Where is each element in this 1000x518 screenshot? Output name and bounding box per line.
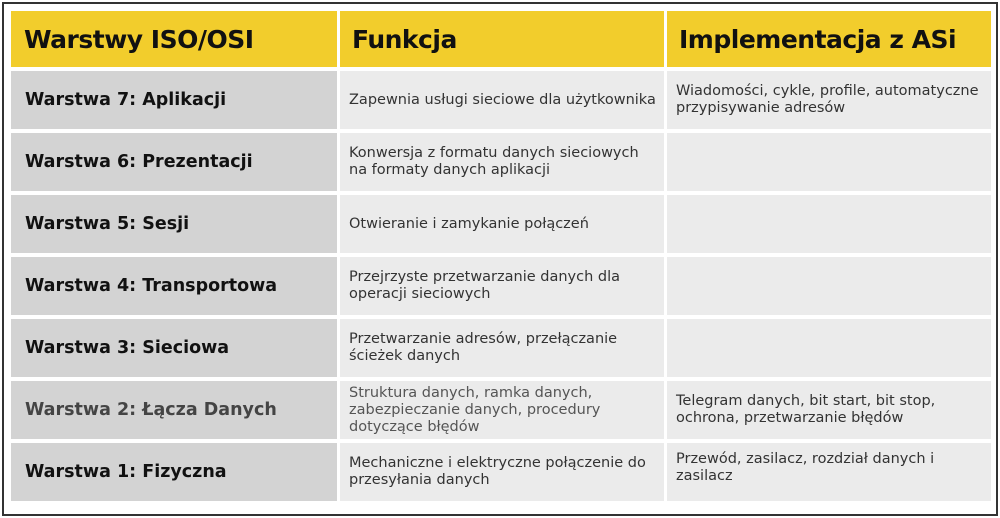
layer-6-function: Konwersja z formatu danych sieciowych na formaty danych aplikacji bbox=[340, 133, 664, 191]
osi-table bbox=[11, 11, 991, 501]
layer-2-function: Struktura danych, ramka danych, zabezpieczanie danych, procedury dotyczące błędów bbox=[340, 381, 664, 439]
layer-6-name: Warstwa 6: Prezentacji bbox=[11, 133, 337, 191]
layer-1-implementation: Przewód, zasilacz, rozdział danych i zasilacz bbox=[667, 443, 991, 501]
header-function: Funkcja bbox=[340, 11, 664, 67]
layer-1-function: Mechaniczne i elektryczne połączenie do przesyłania danych bbox=[340, 443, 664, 501]
layer-7-function: Zapewnia usługi sieciowe dla użytkownika bbox=[340, 71, 664, 129]
layer-3-function: Przetwarzanie adresów, przełączanie ścieżek danych bbox=[340, 319, 664, 377]
layer-4-function: Przejrzyste przetwarzanie danych dla operacji sieciowych bbox=[340, 257, 664, 315]
layer-4-name: Warstwa 4: Transportowa bbox=[11, 257, 337, 315]
layer-7-name: Warstwa 7: Aplikacji bbox=[11, 71, 337, 129]
layer-7-implementation: Wiadomości, cykle, profile, automatyczne przypisywanie adresów bbox=[667, 71, 991, 129]
layer-3-name: Warstwa 3: Sieciowa bbox=[11, 319, 337, 377]
layer-1-name: Warstwa 1: Fizyczna bbox=[11, 443, 337, 501]
layer-2-implementation: Telegram danych, bit start, bit stop, ochrona, przetwarzanie błędów bbox=[667, 381, 991, 439]
layer-2-name: Warstwa 2: Łącza Danych bbox=[11, 381, 337, 439]
layer-3-implementation bbox=[667, 319, 991, 377]
layer-4-implementation bbox=[667, 257, 991, 315]
header-implementation: Implementacja z ASi bbox=[667, 11, 991, 67]
layer-5-implementation bbox=[667, 195, 991, 253]
header-layers: Warstwy ISO/OSI bbox=[11, 11, 337, 67]
layer-6-implementation bbox=[667, 133, 991, 191]
layer-5-name: Warstwa 5: Sesji bbox=[11, 195, 337, 253]
layer-5-function: Otwieranie i zamykanie połączeń bbox=[340, 195, 664, 253]
osi-table-frame bbox=[2, 2, 998, 516]
